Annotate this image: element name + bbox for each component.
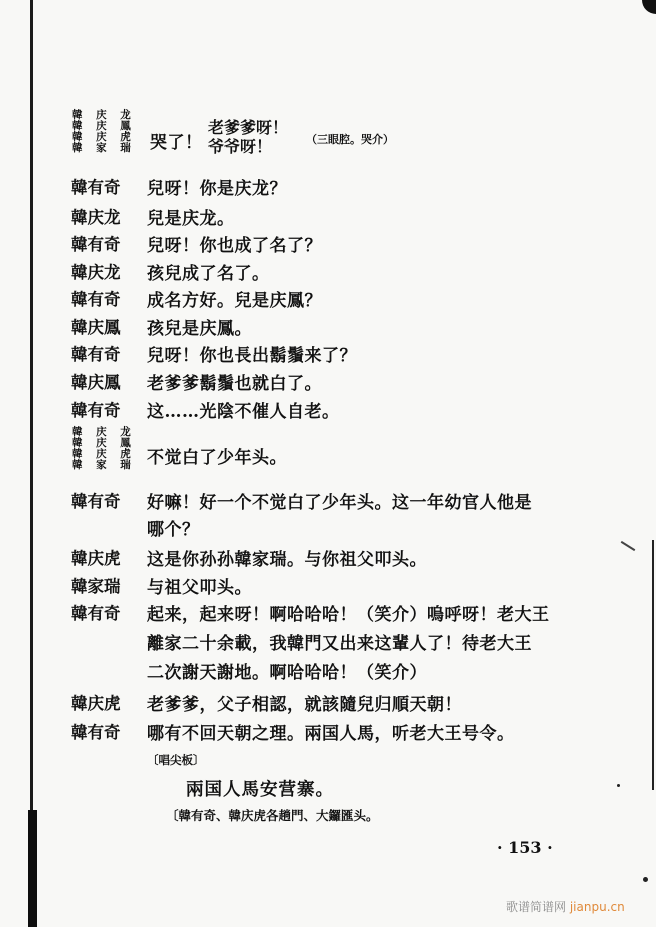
- chorus-speaker: 韓 庆 虎: [72, 131, 136, 143]
- speaker: 韓有奇: [71, 290, 121, 309]
- line: 哪有不回天朝之理。兩国人馬，听老大王号令。: [147, 724, 515, 744]
- speaker: 韓有奇: [71, 235, 121, 254]
- page-binding-edge: [30, 0, 33, 927]
- scan-speck: [617, 784, 620, 787]
- page-corner-shadow: [642, 0, 656, 14]
- line: 这……光陰不催人自老。: [147, 402, 340, 422]
- line: 这是你孙孙韓家瑞。与你祖父叩头。: [147, 550, 427, 570]
- scan-scratch-mark: [621, 541, 636, 551]
- stage-direction: 〔韓有奇、韓庆虎各趟門、大鑼匯头。: [166, 808, 379, 823]
- speaker: 韓庆鳳: [71, 373, 121, 392]
- speaker: 韓有奇: [71, 178, 121, 197]
- line: 起来，起来呀！啊哈哈哈！（笑介）嗚呼呀！老大王: [147, 605, 550, 625]
- line: 好嘛！好一个不觉白了少年头。这一年幼官人他是: [147, 493, 532, 513]
- singing-cue: 〔唱尖板〕: [147, 753, 205, 767]
- speaker: 韓有奇: [71, 401, 121, 420]
- chorus-speakers: [72, 110, 136, 154]
- opening-line: 爷爷呀！: [208, 137, 273, 156]
- chorus-speaker: 韓 庆 龙: [72, 426, 136, 438]
- opening-direction: （三眼腔。哭介）: [306, 133, 394, 146]
- page-number: · 153 ·: [497, 838, 553, 857]
- line: 兒呀！你也長出鬍鬚来了？: [147, 346, 357, 366]
- speaker: 韓庆龙: [71, 263, 121, 282]
- opening-lead: 哭了！: [150, 133, 203, 153]
- chorus-speaker: 韓 庆 龙: [72, 109, 136, 121]
- opening-stacked-lines: [208, 118, 288, 156]
- chorus-speaker: 韓 庆 鳳: [72, 120, 136, 132]
- speaker: 韓庆虎: [71, 694, 121, 713]
- line: 兒是庆龙。: [147, 209, 235, 229]
- speaker: 韓家瑞: [71, 577, 121, 596]
- speaker: 韓有奇: [71, 345, 121, 364]
- line: 与祖父叩头。: [147, 578, 252, 598]
- speaker: 韓有奇: [71, 492, 121, 511]
- opening-line: 老爹爹呀！: [208, 118, 289, 137]
- line: 二次謝天謝地。啊哈哈哈！（笑介）: [147, 663, 427, 683]
- chorus-line: 不觉白了少年头。: [147, 448, 287, 468]
- watermark-site: 歌谱简谱网: [506, 900, 567, 914]
- page-right-edge: [652, 540, 654, 790]
- watermark: [506, 898, 625, 915]
- speaker: 韓庆龙: [71, 208, 121, 227]
- line: 離家二十余載，我韓門又出来这輩人了！待老大王: [147, 634, 532, 654]
- watermark-url: jianpu.cn: [569, 900, 625, 914]
- chorus-speaker: 韓 家 瑞: [72, 459, 136, 471]
- line: 老爹爹鬍鬚也就白了。: [147, 374, 322, 394]
- chorus-speaker: 韓 庆 虎: [72, 448, 136, 460]
- page-binding-shadow: [28, 810, 37, 927]
- speaker: 韓有奇: [71, 723, 121, 742]
- chorus-speakers: [72, 427, 136, 471]
- line: 成名方好。兒是庆鳳？: [147, 291, 322, 311]
- line: 兒呀！你是庆龙？: [147, 179, 287, 199]
- line: 兒呀！你也成了名了？: [147, 236, 322, 256]
- aria-line: 兩国人馬安营寨。: [186, 780, 334, 800]
- speaker: 韓庆虎: [71, 549, 121, 568]
- chorus-speaker: 韓 庆 鳳: [72, 437, 136, 449]
- scan-speck: [643, 877, 648, 882]
- chorus-speaker: 韓 家 瑞: [72, 142, 136, 154]
- speaker: 韓有奇: [71, 604, 121, 623]
- line: 老爹爹，父子相認，就該隨兒归順天朝！: [147, 695, 462, 715]
- line: 孩兒是庆鳳。: [147, 319, 252, 339]
- line: 哪个？: [147, 520, 200, 540]
- line: 孩兒成了名了。: [147, 264, 270, 284]
- speaker: 韓庆鳳: [71, 318, 121, 337]
